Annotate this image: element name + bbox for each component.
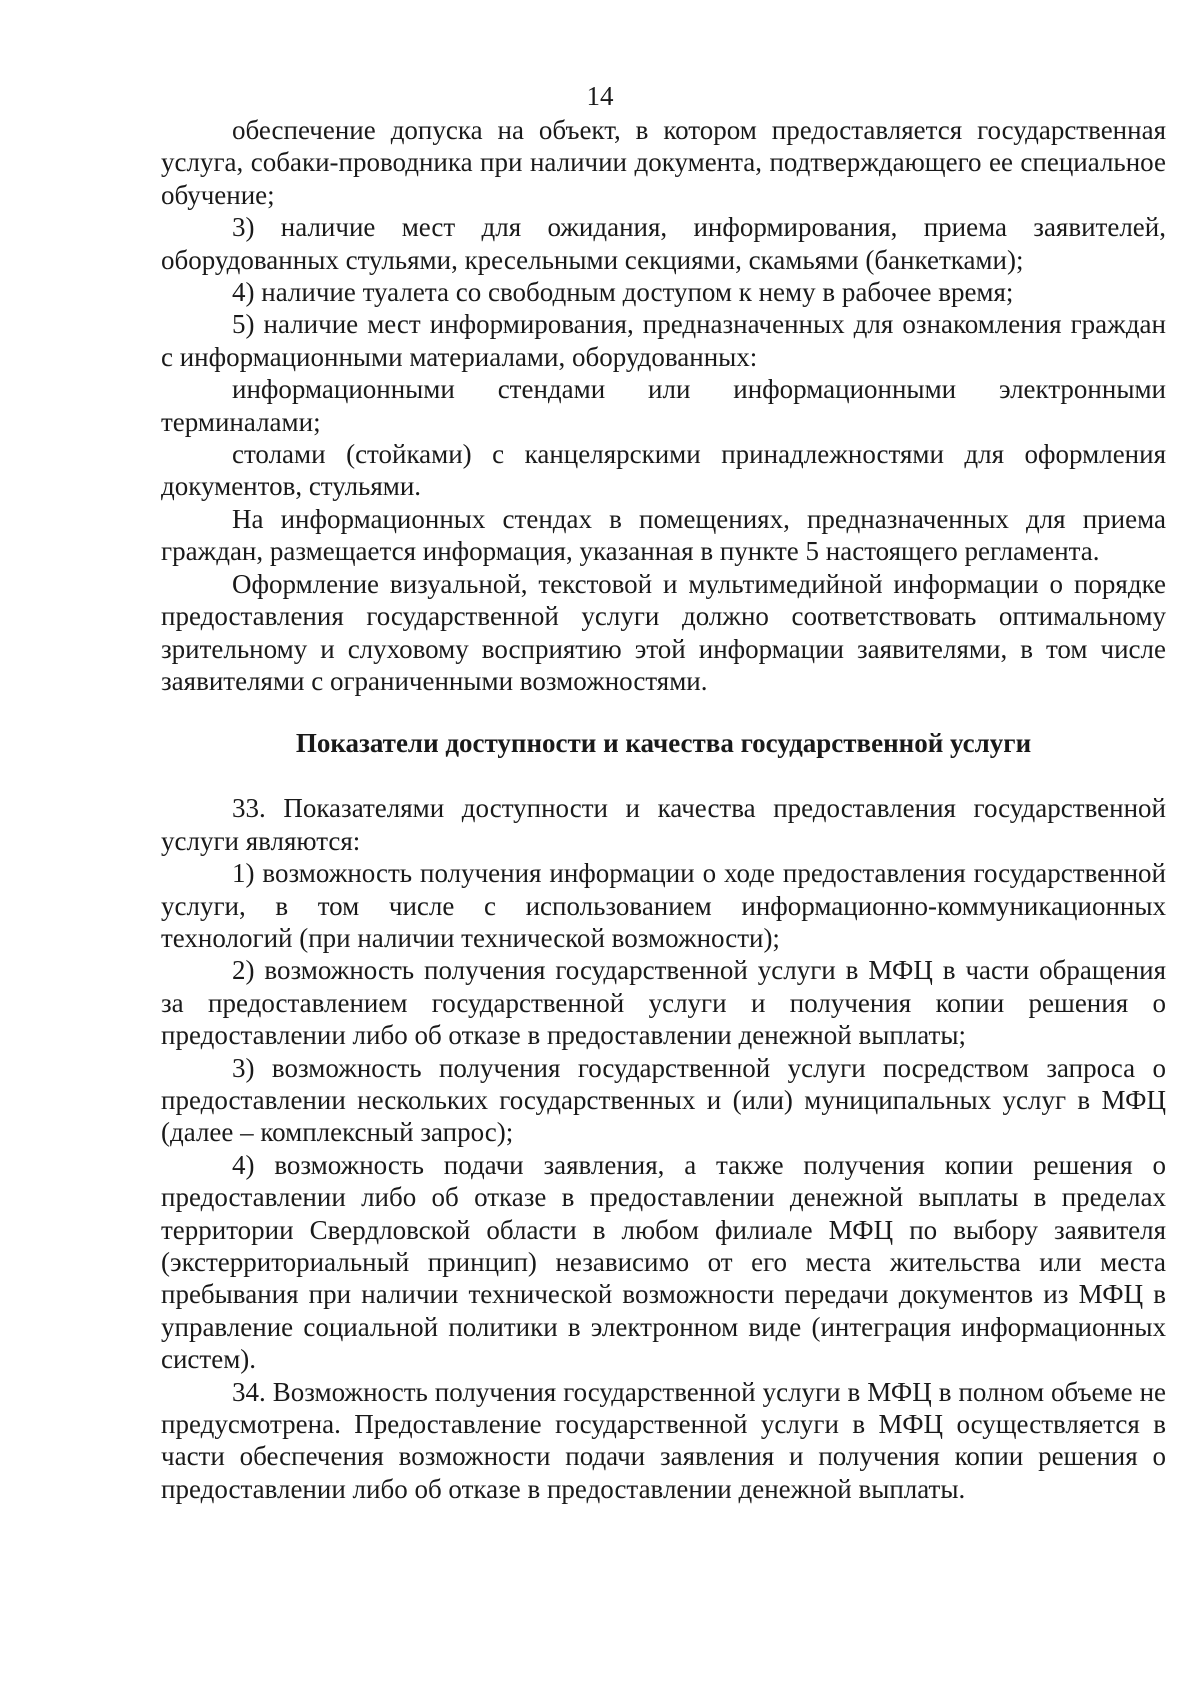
paragraph: 4) наличие туалета со свободным доступом к нему в рабочее время; <box>232 277 1014 308</box>
paragraph: 33. Показателями доступности и качества предоставления государственной услуги являются: <box>161 793 1166 856</box>
paragraph: 4) возможность подачи заявления, а также получения копии решения о предоставлении либо об отказе в предоставлении денежной выплаты в пределах территории Свердловской области в любом филиале МФЦ по выбору заявителя (экстерриториальный принцип) независимо от его места жительства или места пребывания при наличии технической возможности передачи документов из МФЦ в управление социальной политики в электронном виде (интеграция информационных систем). <box>161 1149 1166 1375</box>
paragraph: На информационных стендах в помещениях, предназначенных для приема граждан, размещается информация, указанная в пункте 5 настоящего регламента. <box>161 503 1166 567</box>
paragraph: 3) наличие мест для ожидания, информирования, приема заявителей, оборудованных стульями, кресельными секциями, скамьями (банкетками); <box>161 212 1166 275</box>
paragraph: столами (стойками) с канцелярскими принадлежностями для оформления документов, стульями. <box>161 439 1166 502</box>
paragraph: 2) возможность получения государственной услуги в МФЦ в части обращения за предоставлением государственной услуги и получения копии решения о предоставлении либо об отказе в предоставлении денежной выплаты; <box>161 955 1166 1051</box>
section-heading: Показатели доступности и качества государственной услуги <box>295 728 1032 759</box>
paragraph: 3) возможность получения государственной услуги посредством запроса о предоставлении нескольких государственных и (или) муниципальных услуг в МФЦ (далее – комплексный запрос); <box>161 1052 1166 1148</box>
paragraph: 5) наличие мест информирования, предназначенных для ознакомления граждан с информационными материалами, оборудованных: <box>161 309 1166 372</box>
paragraph: информационными стендами или информационными электронными терминалами; <box>161 374 1166 437</box>
paragraph: Оформление визуальной, текстовой и мультимедийной информации о порядке предоставления государственной услуги должно соответствовать оптимальному зрительному и слуховому восприятию этой информации заявителями, в том числе заявителями с ограниченными возможностями. <box>161 568 1166 696</box>
paragraph: 1) возможность получения информации о ходе предоставления государственной услуги, в том числе с использованием информационно-коммуникационных технологий (при наличии технической возможности); <box>161 858 1166 953</box>
page-number: 14 <box>586 81 614 111</box>
document-body <box>161 114 1166 1505</box>
paragraph: обеспечение допуска на объект, в котором предоставляется государственная услуга, собаки-проводника при наличии документа, подтверждающего ее специальное обучение; <box>161 115 1166 210</box>
paragraph: 34. Возможность получения государственной услуги в МФЦ в полном объеме не предусмотрена. Предоставление государственной услуги в МФЦ осуществляется в части обеспечения возможности подачи заявления и получения копии решения о предоставлении либо об отказе в предоставлении денежной выплаты. <box>161 1376 1166 1504</box>
